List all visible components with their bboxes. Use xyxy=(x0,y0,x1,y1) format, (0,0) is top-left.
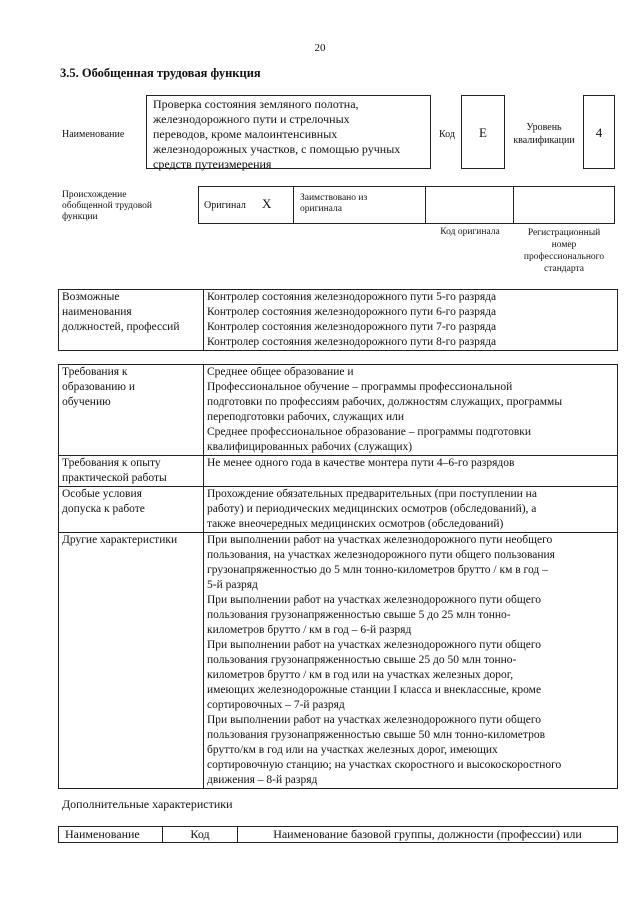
positions-label-line: наименования xyxy=(62,306,132,318)
requirement-line: подготовки по профессиям рабочих, должностям служащих, программы xyxy=(207,396,563,408)
reg-caption-line: стандарта xyxy=(544,264,584,274)
origin-divider xyxy=(425,186,426,224)
code-value: E xyxy=(461,95,505,169)
borrowed-label xyxy=(300,193,367,215)
requirement-label-line: Особые условия xyxy=(62,488,142,500)
origin-label-line: обобщенной трудовой xyxy=(62,201,152,211)
requirement-line: При выполнении работ на участках железнодорожного пути необщего xyxy=(207,534,553,546)
function-name-box xyxy=(146,95,431,169)
requirement-line: движения – 8-й разряд xyxy=(207,774,318,786)
function-name-line: переводов, кроме малоинтенсивных xyxy=(153,127,338,141)
position-item: Контролер состояния железнодорожного пути 7-го разряда xyxy=(207,321,497,333)
requirement-line: пользования грузонапряженностью свыше 5 до 25 млн тонно- xyxy=(207,609,511,621)
requirements-table xyxy=(58,364,618,789)
requirement-line: Среднее общее образование и xyxy=(207,366,354,378)
requirement-line: квалифицированных рабочих (служащих) xyxy=(207,441,413,453)
level-label-line: квалификации xyxy=(513,135,575,146)
position-item: Контролер состояния железнодорожного пути 5-го разряда xyxy=(207,291,497,303)
requirement-line: пользования грузонапряженностью свыше 50 млн тонно-километров xyxy=(207,729,546,741)
code-label: Код xyxy=(439,129,455,140)
origin-label-line: функции xyxy=(62,212,98,222)
requirement-line: также внеочередных медицинских осмотров (обследований) xyxy=(207,518,504,530)
requirement-line: Профессиональное обучение – программы профессиональной xyxy=(207,381,513,393)
requirement-value xyxy=(204,456,618,487)
requirement-line: километров брутто / км в год – 6-й разряд xyxy=(207,624,412,636)
reg-caption-line: профессионального xyxy=(523,252,605,262)
requirement-line: пользования, на участках железнодорожного пути общего пользования xyxy=(207,549,555,561)
requirement-line: пользования грузонапряженностью свыше 25 до 50 млн тонно- xyxy=(207,654,517,666)
position-item: Контролер состояния железнодорожного пути 8-го разряда xyxy=(207,336,497,348)
level-label xyxy=(508,121,580,147)
requirement-label xyxy=(59,365,204,456)
table-row xyxy=(59,456,618,487)
level-label-line: Уровень xyxy=(526,122,562,133)
additional-title: Дополнительные характеристики xyxy=(62,797,233,811)
page-number: 20 xyxy=(314,42,326,54)
requirement-value xyxy=(204,533,618,789)
borrowed-label-line: оригинала xyxy=(300,204,342,214)
reg-number-caption xyxy=(513,227,615,275)
requirement-line: Не менее одного года в качестве монтера пути 4–6-го разрядов xyxy=(207,457,515,469)
level-value: 4 xyxy=(583,95,615,169)
requirement-line: Среднее профессиональное образование – программы подготовки xyxy=(207,426,532,438)
requirement-line: грузонапряженностью до 5 млн тонно-километров брутто / км в год – xyxy=(207,564,548,576)
position-item: Контролер состояния железнодорожного пути 6-го разряда xyxy=(207,306,497,318)
requirement-value xyxy=(204,365,618,456)
positions-label-line: Возможные xyxy=(62,291,120,303)
requirement-line: При выполнении работ на участках железнодорожного пути общего xyxy=(207,594,541,606)
requirement-line: работу) и периодических медицинских осмотров (обследований), а xyxy=(207,503,537,515)
requirement-line: При выполнении работ на участках железнодорожного пути общего xyxy=(207,639,541,651)
requirement-label-line: допуска к работе xyxy=(62,503,145,515)
table-row xyxy=(59,365,618,456)
name-label: Наименование xyxy=(62,129,125,140)
requirement-value xyxy=(204,487,618,533)
requirement-label-line: практической работы xyxy=(62,472,167,484)
original-label: Оригинал xyxy=(204,200,246,211)
function-name-line: Проверка состояния земляного полотна, xyxy=(153,97,359,111)
positions-label-line: должностей, профессий xyxy=(62,321,180,333)
requirement-line: Прохождение обязательных предварительных (при поступлении на xyxy=(207,488,537,500)
original-mark: X xyxy=(262,196,272,211)
positions-label xyxy=(59,290,204,351)
code-original-caption: Код оригинала xyxy=(440,227,500,237)
reg-caption-line: номер xyxy=(551,240,577,250)
section-title: 3.5. Обобщенная трудовая функция xyxy=(60,66,261,80)
requirement-label-line: Требования к опыту xyxy=(62,457,161,469)
requirement-line: При выполнении работ на участках железнодорожного пути общего xyxy=(207,714,541,726)
origin-table xyxy=(198,186,615,224)
column-header-base-group: Наименование базовой группы, должности (профессии) или xyxy=(238,827,618,843)
positions-table xyxy=(58,289,618,351)
origin-label xyxy=(62,190,152,223)
reg-caption-line: Регистрационный xyxy=(527,228,601,238)
requirement-label-line: обучению xyxy=(62,396,111,408)
requirement-line: 5-й разряд xyxy=(207,579,258,591)
positions-list xyxy=(204,290,618,351)
requirement-line: километров брутто / км в год или на участках железных дорог, xyxy=(207,669,514,681)
function-name-line: железнодорожных участков, с помощью ручных xyxy=(153,142,401,156)
requirement-label-line: Требования к xyxy=(62,366,128,378)
function-name-line: железнодорожного пути и стрелочных xyxy=(153,112,350,126)
requirement-line: имеющих железнодорожные станции I класса и внеклассные, кроме xyxy=(207,684,542,696)
origin-label-line: Происхождение xyxy=(62,190,127,200)
requirement-label xyxy=(59,456,204,487)
origin-divider xyxy=(513,186,514,224)
column-header-code: Код xyxy=(163,827,238,843)
requirement-label xyxy=(59,487,204,533)
requirement-line: переподготовки рабочих, служащих или xyxy=(207,411,405,423)
table-header-row xyxy=(59,827,618,843)
column-header-name: Наименование xyxy=(59,827,163,843)
borrowed-label-line: Заимствовано из xyxy=(300,193,368,203)
requirement-line: сортировочную станцию; на участках скоростного и высокоскоростного xyxy=(207,759,562,771)
table-row xyxy=(59,487,618,533)
additional-table xyxy=(58,826,618,843)
requirement-line: сортировочных – 7-й разряд xyxy=(207,699,345,711)
requirement-line: брутто/км в год или на участках железных дорог, имеющих xyxy=(207,744,498,756)
requirement-label xyxy=(59,533,204,789)
table-row xyxy=(59,533,618,789)
requirement-label-line: образованию и xyxy=(62,381,135,393)
requirement-label-line: Другие характеристики xyxy=(62,534,178,546)
function-name-line: средств путеизмерения xyxy=(153,157,272,171)
origin-divider xyxy=(293,186,294,224)
